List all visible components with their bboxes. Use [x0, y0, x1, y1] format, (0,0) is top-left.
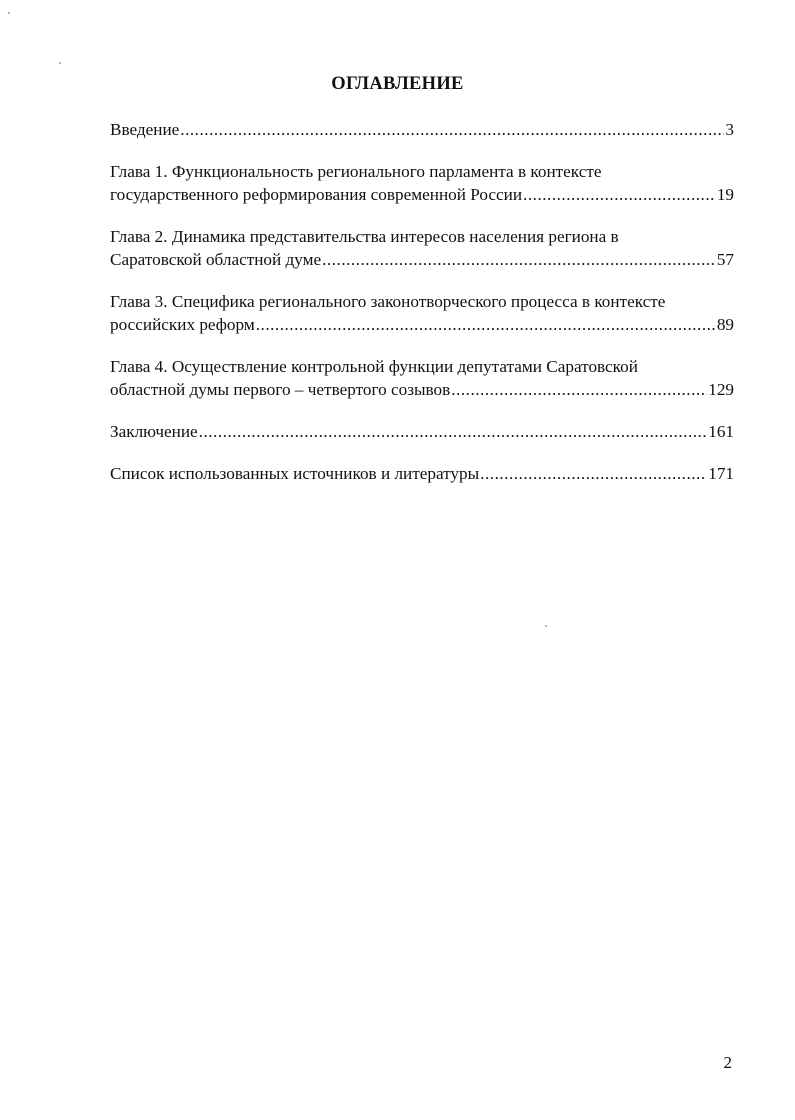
scan-speck	[8, 12, 10, 14]
toc-entry-last-line	[110, 378, 734, 401]
toc-dot-leader	[480, 462, 707, 485]
toc-dot-leader	[180, 118, 724, 141]
page-title: ОГЛАВЛЕНИЕ	[331, 74, 464, 94]
toc-entry-last-line	[110, 420, 734, 443]
toc-page-number: 19	[716, 185, 734, 204]
toc-entry-last-line	[110, 248, 734, 271]
toc-page-number: 3	[725, 120, 734, 139]
toc-dot-leader	[199, 420, 708, 443]
toc-dot-leader	[322, 248, 716, 271]
page-number: 2	[723, 1053, 732, 1072]
toc-entry-last-line	[110, 183, 734, 206]
toc-entry-text: Список использованных источников и литературы	[110, 464, 480, 483]
toc-entry-last-line	[110, 462, 734, 485]
toc-entry[interactable]	[110, 420, 734, 443]
toc-dot-leader	[523, 183, 716, 206]
table-of-contents	[110, 118, 734, 504]
toc-dot-leader	[451, 378, 707, 401]
toc-entry-text: Заключение	[110, 422, 198, 441]
toc-entry-text: государственного реформирования современной России	[110, 185, 523, 204]
toc-entry-last-line	[110, 313, 734, 336]
toc-page-number: 89	[716, 315, 734, 334]
toc-entry-line: Глава 2. Динамика представительства интересов населения региона в	[110, 227, 619, 246]
toc-entry[interactable]	[110, 355, 734, 401]
toc-entry-text: Введение	[110, 120, 180, 139]
scan-speck	[545, 625, 547, 627]
toc-entry-line: Глава 3. Специфика регионального законотворческого процесса в контексте	[110, 292, 666, 311]
toc-entry-text: Саратовской областной думе	[110, 250, 322, 269]
toc-dot-leader	[256, 313, 716, 336]
toc-page-number: 129	[708, 380, 734, 399]
toc-entry-text: российских реформ	[110, 315, 255, 334]
toc-page-number: 57	[716, 250, 734, 269]
toc-entry[interactable]	[110, 118, 734, 141]
toc-entry-line: Глава 1. Функциональность регионального парламента в контексте	[110, 162, 602, 181]
toc-entry-last-line	[110, 118, 734, 141]
scan-speck	[59, 62, 61, 64]
toc-entry[interactable]	[110, 462, 734, 485]
toc-entry-line: Глава 4. Осуществление контрольной функции депутатами Саратовской	[110, 357, 638, 376]
toc-entry[interactable]	[110, 290, 734, 336]
toc-page-number: 171	[708, 464, 734, 483]
toc-entry[interactable]	[110, 160, 734, 206]
toc-entry-text: областной думы первого – четвертого созывов	[110, 380, 451, 399]
toc-page-number: 161	[708, 422, 734, 441]
toc-entry[interactable]	[110, 225, 734, 271]
